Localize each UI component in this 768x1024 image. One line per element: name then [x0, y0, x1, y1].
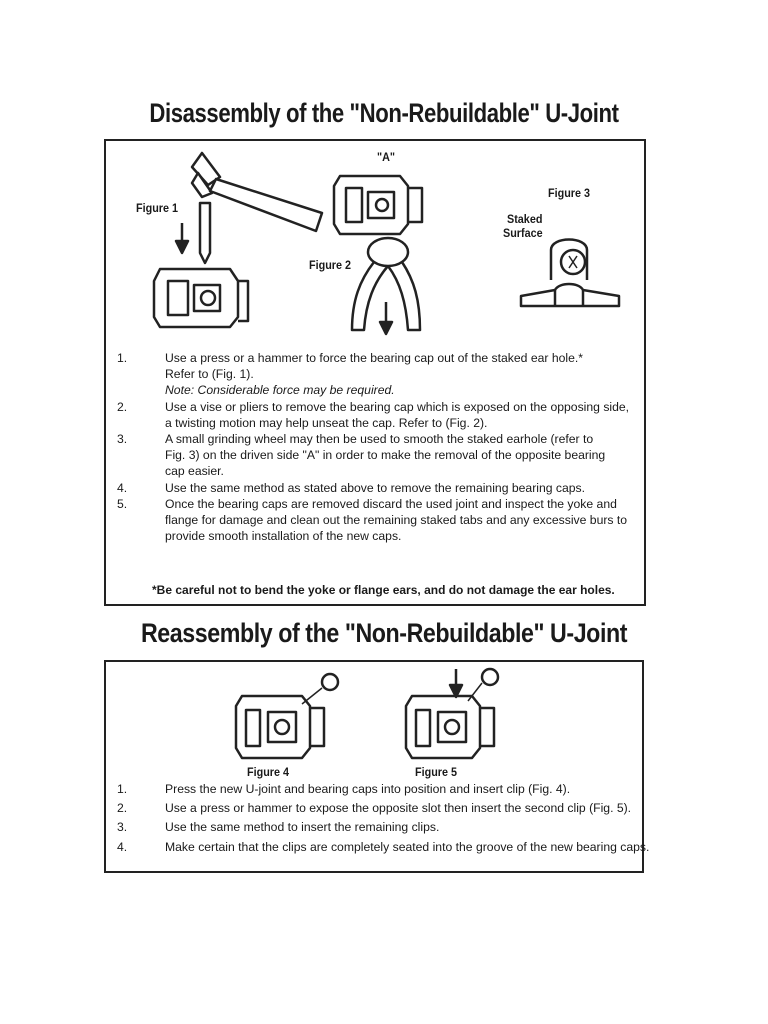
step-text: Press the new U-joint and bearing caps into position and insert clip (Fig. 4).: [165, 782, 571, 796]
step-number: 3.: [117, 820, 128, 835]
step-item: [117, 431, 637, 480]
clip-icon: [302, 674, 338, 704]
reassembly-title: Reassembly of the "Non-Rebuildable" U-Joint: [140, 618, 628, 648]
step-text: Use a press or hammer to expose the opposite slot then insert the second clip (Fig. 5).: [165, 801, 632, 816]
step-item: [117, 839, 650, 855]
figure-1-label: Figure 1: [136, 201, 179, 215]
ujoint-yoke-icon: [154, 269, 248, 327]
reassembly-steps: [117, 781, 650, 855]
step-text: Use a press or a hammer to force the bearing cap out of the staked ear hole.*: [165, 351, 583, 365]
step-text: a twisting motion may help unseat the cap. Refer to (Fig. 2).: [165, 415, 488, 430]
step-text: Refer to (Fig. 1).: [165, 367, 254, 382]
step-item: [117, 480, 637, 496]
figure-4-illustration: [232, 670, 352, 762]
figure-2-marker-a: "A": [377, 150, 396, 164]
hammer-icon: [192, 153, 322, 231]
staked-callout-line2: Surface: [503, 226, 543, 240]
ujoint-yoke-icon: [334, 176, 422, 234]
disassembly-steps: [117, 350, 637, 544]
step-text: Make certain that the clips are completely seated into the groove of the new bearing caps.: [165, 839, 650, 854]
figure-4-label: Figure 4: [247, 765, 290, 779]
step-item: [117, 819, 637, 835]
step-text: Fig. 3) on the driven side "A" in order to make the removal of the opposite bearing: [165, 448, 606, 463]
step-number: 4.: [117, 480, 128, 495]
staked-callout-line1: Staked: [507, 212, 543, 226]
step-text: Once the bearing caps are removed discard the used joint and inspect the yoke and: [165, 496, 617, 511]
step-item: [117, 399, 637, 431]
step-note: Note: Considerable force may be required.: [165, 383, 395, 398]
step-text: flange for damage and clean out the remaining staked tabs and any excessive burs to: [165, 513, 628, 528]
step-text: provide smooth installation of the new caps.: [165, 529, 402, 544]
step-text: Use a vise or pliers to remove the bearing cap which is exposed on the opposing side,: [165, 399, 630, 414]
step-number: 4.: [117, 839, 128, 854]
step-item: [117, 800, 637, 816]
ujoint-yoke-icon: [236, 696, 324, 758]
clip-icon: [468, 669, 498, 701]
step-number: 1.: [117, 351, 128, 365]
step-text: A small grinding wheel may then be used to smooth the staked earhole (refer to: [165, 432, 594, 447]
figure-1-illustration: [140, 145, 350, 335]
step-item: [117, 496, 637, 545]
step-number: 2.: [117, 801, 128, 816]
punch-icon: [200, 203, 210, 263]
step-number: 3.: [117, 432, 128, 447]
step-number: 2.: [117, 399, 128, 414]
down-arrow-icon: [450, 669, 462, 697]
step-number: 5.: [117, 496, 128, 511]
step-text: cap easier.: [165, 464, 224, 479]
down-arrow-icon: [176, 223, 188, 253]
figure-3-illustration: [515, 230, 625, 320]
figure-5-label: Figure 5: [415, 765, 458, 779]
step-item: [117, 350, 637, 399]
step-item: [117, 781, 637, 797]
figure-2-label: Figure 2: [309, 258, 352, 272]
figure-5-illustration: [402, 665, 522, 762]
disassembly-title: Disassembly of the "Non-Rebuildable" U-Joint: [149, 98, 619, 128]
down-arrow-icon: [380, 302, 392, 334]
figure-3-label: Figure 3: [548, 186, 591, 200]
step-text: Use the same method to insert the remaining clips.: [165, 820, 440, 835]
step-number: 1.: [117, 782, 128, 796]
step-text: Use the same method as stated above to remove the remaining bearing caps.: [165, 480, 586, 495]
warning-note: *Be careful not to bend the yoke or flange ears, and do not damage the ear holes.: [152, 583, 615, 597]
ujoint-yoke-icon: [406, 696, 494, 758]
